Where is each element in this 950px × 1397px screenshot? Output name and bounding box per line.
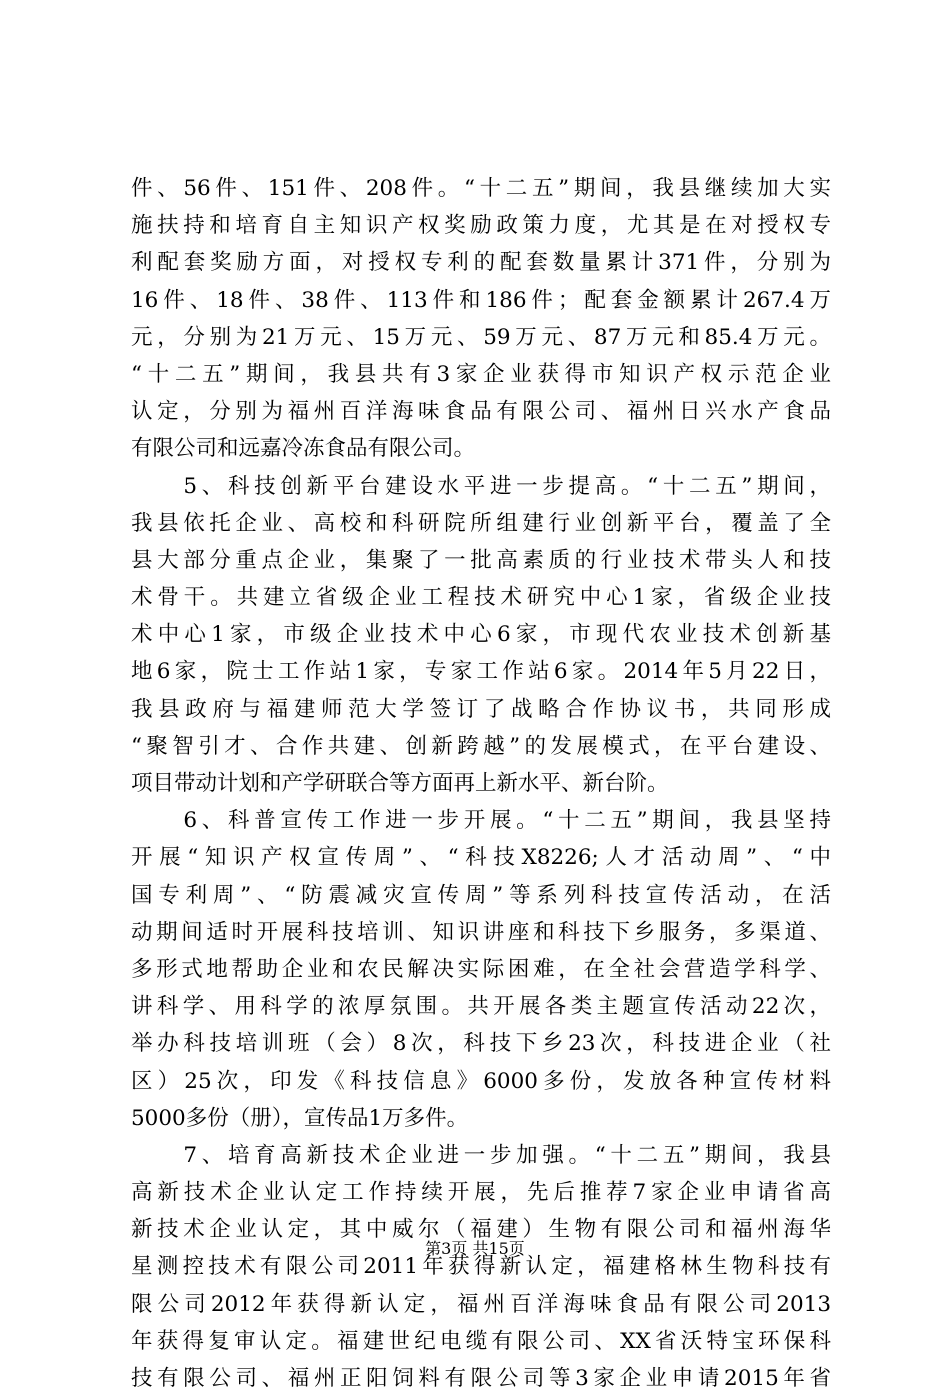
text-line: 多形式地帮助企业和农民解决实际困难，在全社会营造学科学、	[131, 956, 831, 982]
text-line: 有限公司和远嘉冷冻食品有限公司。	[131, 436, 476, 462]
text-line: 动期间适时开展科技培训、知识讲座和科技下乡服务，多渠道、	[131, 919, 831, 945]
text-line: 年获得复审认定。福建世纪电缆有限公司、XX省沃特宝环保科	[131, 1328, 831, 1354]
text-line: 元，分别为21万元、15万元、59万元、87万元和85.4万元。	[131, 324, 831, 350]
text-line: 我县政府与福建师范大学签订了战略合作协议书，共同形成	[131, 696, 831, 722]
text-line: 开展“知识产权宣传周”、“科技X8226;人才活动周”、“中	[131, 845, 831, 871]
text-line: 国专利周”、“防震减灾宣传周”等系列科技宣传活动，在活	[131, 882, 831, 908]
text-line: 7、培育高新技术企业进一步加强。“十二五”期间，我县	[131, 1142, 831, 1168]
text-line: 限公司2012年获得新认定，福州百洋海味食品有限公司2013	[131, 1291, 831, 1317]
text-line: 件、56件、151件、208件。“十二五”期间，我县继续加大实	[131, 176, 831, 201]
text-line: 术骨干。共建立省级企业工程技术研究中心1家，省级企业技	[131, 585, 831, 611]
text-line: 5、科技创新平台建设水平进一步提高。“十二五”期间，	[131, 473, 831, 499]
text-line: “聚智引才、合作共建、创新跨越”的发展模式，在平台建设、	[131, 733, 831, 759]
text-line: 县大部分重点企业，集聚了一批高素质的行业技术带头人和技	[131, 547, 831, 573]
text-line: 高新技术企业认定工作持续开展，先后推荐7家企业申请省高	[131, 1180, 831, 1206]
text-line: 举办科技培训班（会）8次，科技下乡23次，科技进企业（社	[131, 1031, 831, 1057]
text-line: 16件、18件、38件、113件和186件；配套金额累计267.4万	[131, 287, 831, 313]
text-line: 6、科普宣传工作进一步开展。“十二五”期间，我县坚持	[131, 808, 831, 834]
text-line: 施扶持和培育自主知识产权奖励政策力度，尤其是在对授权专	[131, 213, 831, 239]
text-line: 利配套奖励方面，对授权专利的配套数量累计371件，分别为	[131, 250, 831, 276]
text-line: 5000多份（册），宣传品1万多件。	[131, 1105, 469, 1131]
text-line: 星测控技术有限公司2011年获得新认定，福建格林生物科技有	[131, 1254, 831, 1280]
text-line: 项目带动计划和产学研联合等方面再上新水平、新台阶。	[131, 771, 669, 796]
text-line: “十二五”期间，我县共有3家企业获得市知识产权示范企业	[131, 361, 831, 387]
text-line: 讲科学、用科学的浓厚氛围。共开展各类主题宣传活动22次，	[131, 994, 831, 1020]
page-number-footer: 第3页 共15页	[425, 1239, 525, 1258]
text-line: 我县依托企业、高校和科研院所组建行业创新平台，覆盖了全	[131, 510, 831, 536]
text-line: 新技术企业认定，其中威尔（福建）生物有限公司和福州海华	[131, 1217, 831, 1243]
document-body	[131, 170, 831, 1397]
text-line: 认定，分别为福州百洋海味食品有限公司、福州日兴水产食品	[131, 399, 831, 425]
text-line: 地6家，院士工作站1家，专家工作站6家。2014年5月22日，	[131, 659, 831, 685]
text-line: 区）25次，印发《科技信息》6000多份，发放各种宣传材料	[131, 1068, 831, 1094]
text-line: 技有限公司、福州正阳饲料有限公司等3家企业申请2015年省	[131, 1366, 831, 1391]
text-line: 术中心1家，市级企业技术中心6家，市现代农业技术创新基	[131, 622, 831, 648]
